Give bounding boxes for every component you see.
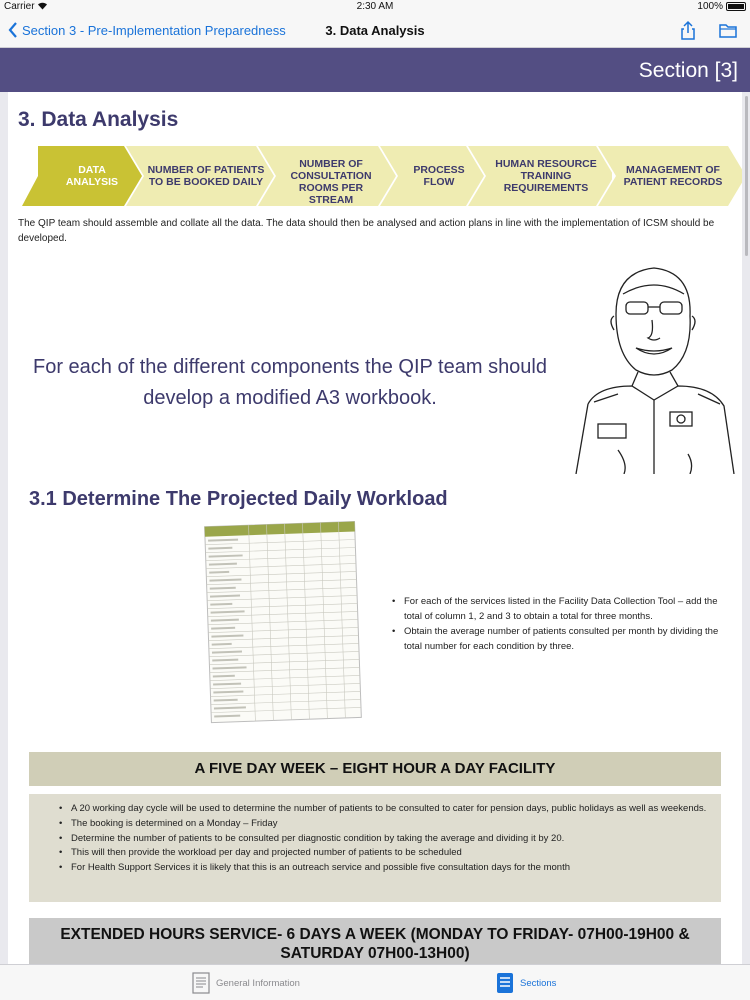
- data-collection-table-image[interactable]: [200, 518, 370, 728]
- page-title: 3. Data Analysis: [18, 108, 179, 131]
- extended-hours-heading: EXTENDED HOURS SERVICE- 6 DAYS A WEEK (MONDAY TO FRIDAY- 07H00-19H00 & SATURDAY 07H00-13H00): [29, 918, 721, 964]
- battery-percent: 100%: [697, 1, 723, 12]
- tab-bar: [0, 964, 750, 1000]
- list-item: • Obtain the average number of patients consulted per month by dividing the total number for each condition by three.: [392, 624, 732, 654]
- list-item: • A 20 working day cycle will be used to determine the number of patients to be consulted to cater for pension days, public holidays as well as weekends.: [59, 802, 709, 817]
- list-item: • The booking is determined on a Monday – Friday: [59, 817, 709, 832]
- section-label: Section [3]: [638, 59, 738, 82]
- list-item: • This will then provide the workload per day and projected number of patients to be scheduled: [59, 846, 709, 861]
- nav-actions: [678, 20, 738, 40]
- document-page[interactable]: [8, 92, 742, 964]
- section-banner: [0, 48, 750, 92]
- a3-workbook-quote: For each of the different components the QIP team should develop a modified A3 workbook.: [32, 356, 547, 409]
- chevron-label-2: NUMBER OF PATIENTS TO BE BOOKED DAILY: [147, 164, 265, 188]
- five-day-week-box: [29, 794, 721, 902]
- status-bar: [0, 0, 750, 14]
- status-time: 2:30 AM: [356, 1, 394, 12]
- chevron-label-6: MANAGEMENT OF PATIENT RECORDS: [623, 164, 723, 188]
- chevron-label-3: NUMBER OF CONSULTATION ROOMS PER STREAM: [290, 158, 372, 206]
- chevron-label-4: PROCESS FLOW: [413, 164, 465, 188]
- section-3-1-heading: 3.1 Determine The Projected Daily Workload: [29, 488, 448, 510]
- list-item: • Determine the number of patients to be consulted per diagnostic condition by taking the average and dividing it by 20.: [59, 832, 709, 847]
- folder-icon[interactable]: [718, 20, 738, 40]
- five-day-week-heading: A FIVE DAY WEEK – EIGHT HOUR A DAY FACILITY: [29, 752, 721, 786]
- chevron-label-1: DATA ANALYSIS: [65, 164, 119, 188]
- tab-sections[interactable]: [496, 972, 556, 994]
- back-button-label: Section 3 - Pre-Implementation Preparedness: [22, 22, 286, 38]
- back-button[interactable]: [8, 22, 286, 38]
- health-worker-illustration: [568, 254, 738, 474]
- scrollbar[interactable]: [745, 96, 748, 256]
- carrier-text: Carrier: [4, 1, 35, 12]
- battery-status: [697, 1, 746, 12]
- share-icon[interactable]: [678, 20, 698, 40]
- tab-sections-label: Sections: [520, 977, 557, 989]
- intro-paragraph: The QIP team should assemble and collate all the data. The data should then be analysed and action plans in line with the implementation of ICSM should be developed.: [18, 218, 715, 244]
- list-icon: [496, 972, 514, 994]
- chevron-left-icon: [8, 22, 18, 38]
- chevron-label-5: HUMAN RESOURCE TRAINING REQUIREMENTS: [495, 158, 597, 194]
- nav-title: 3. Data Analysis: [325, 23, 425, 38]
- navigation-bar: [0, 14, 750, 48]
- tab-general-label: General Information: [216, 977, 300, 989]
- battery-icon: [726, 2, 746, 11]
- process-chevrons: [22, 146, 723, 206]
- list-item: • For Health Support Services it is likely that this is an outreach service and possible five consultation days for the month: [59, 861, 709, 876]
- list-item: • For each of the services listed in the Facility Data Collection Tool – add the total of column 1, 2 and 3 to obtain a total for three months.: [392, 594, 732, 624]
- section-3-1-bullets: [392, 594, 732, 654]
- tab-general-information[interactable]: [192, 972, 300, 994]
- document-icon: [192, 972, 210, 994]
